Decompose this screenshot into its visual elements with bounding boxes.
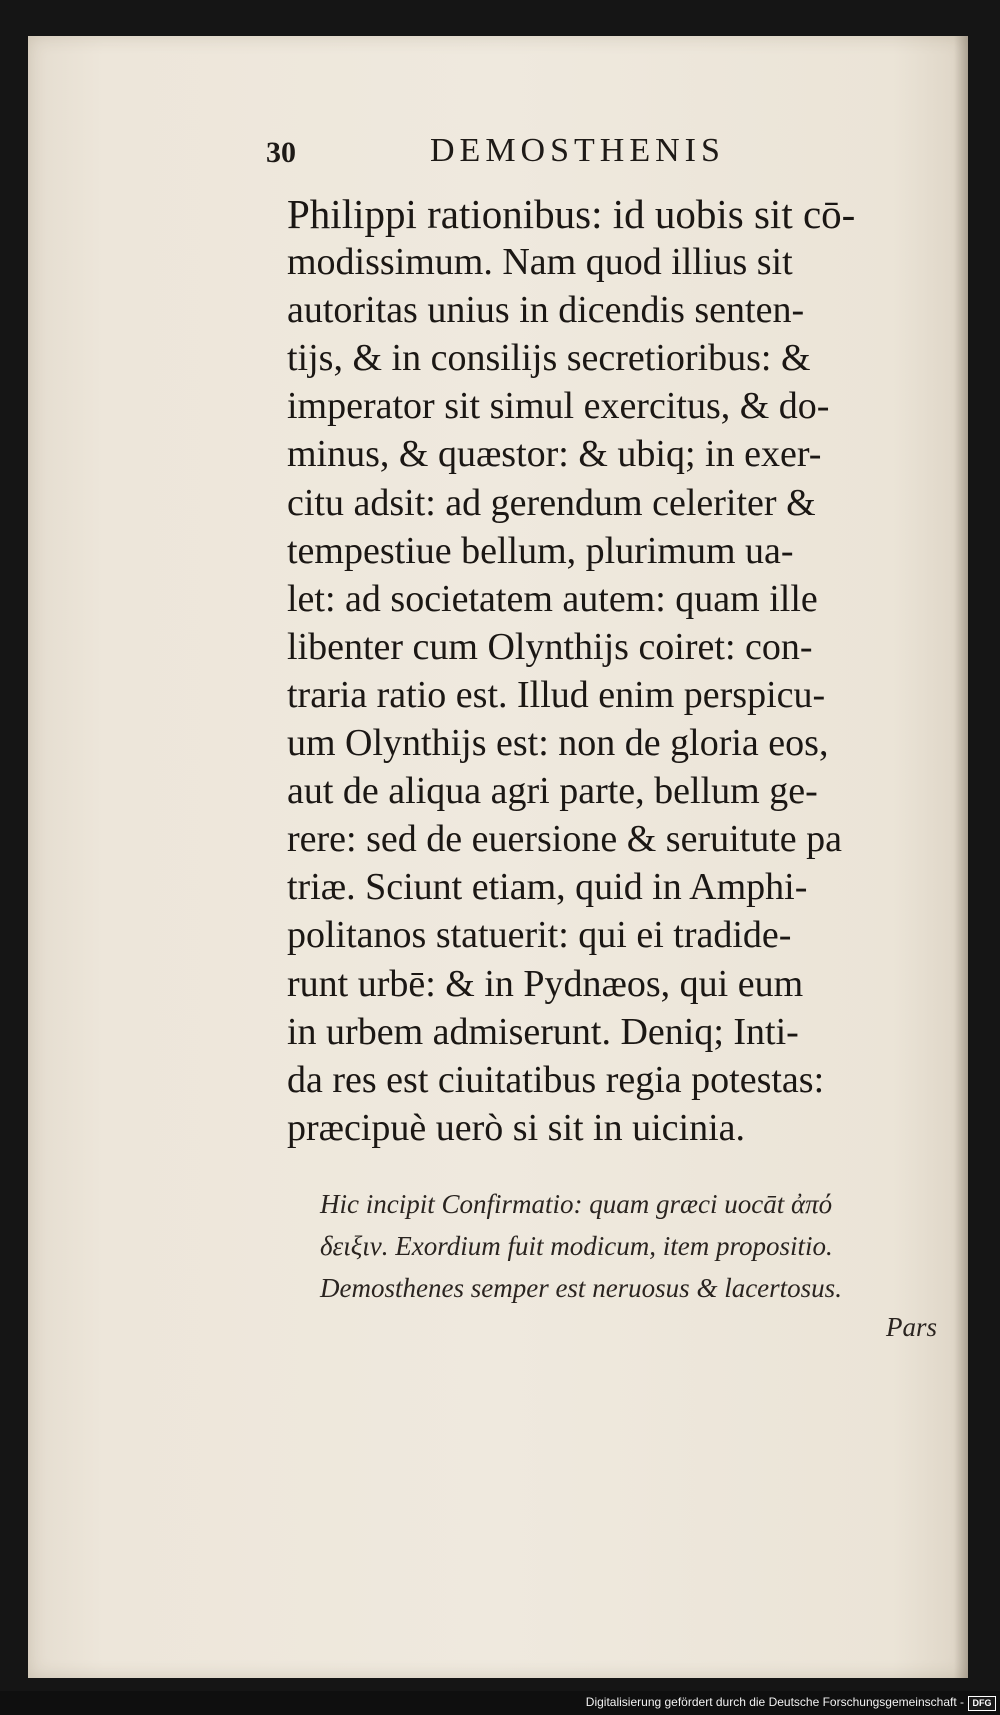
running-title: DEMOSTHENIS	[430, 132, 725, 169]
text-line: in urbem admiserunt. Deniq; Inti-	[287, 1010, 799, 1053]
text-line: um Olynthijs est: non de gloria eos,	[287, 722, 829, 765]
annotation-line: Hic incipit Confirmatio: quam græci uocāt ἀπό	[320, 1189, 833, 1219]
running-head	[266, 132, 786, 172]
text-line: citu adsit: ad gerendum celeriter &	[287, 481, 816, 524]
text-line: tijs, & in consilijs secretioribus: &	[287, 337, 811, 380]
text-line: autoritas unius in dicendis senten-	[287, 289, 805, 332]
text-line: rere: sed de euersione & seruitute pa	[287, 818, 842, 861]
text-line: triæ. Sciunt etiam, quid in Amphi-	[287, 866, 808, 909]
text-line: præcipuè uerò si sit in uicinia.	[287, 1106, 746, 1149]
catchword: Pars	[886, 1312, 938, 1342]
annotation-line: δειξιν. Exordium fuit modicum, item propositio.	[320, 1231, 833, 1261]
body-text	[287, 190, 927, 1152]
footer-credit: Digitalisierung gefördert durch die Deutsche Forschungsgemeinschaft -	[585, 1695, 964, 1709]
annotation-line: Demosthenes semper est neruosus & lacertosus.	[320, 1273, 842, 1303]
digitization-footer	[0, 1691, 1000, 1715]
text-line: tempestiue bellum, plurimum ua-	[287, 529, 794, 572]
text-line: runt urbē: & in Pydnæos, qui eum	[287, 962, 804, 1005]
text-line: minus, & quæstor: & ubiq; in exer-	[287, 433, 822, 476]
text-line: imperator sit simul exercitus, & do-	[287, 385, 830, 428]
text-line: modissimum. Nam quod illius sit	[287, 241, 793, 284]
text-line: da res est ciuitatibus regia potestas:	[287, 1058, 825, 1101]
marginal-annotation	[320, 1183, 920, 1309]
text-line: traria ratio est. Illud enim perspicu-	[287, 673, 826, 716]
text-line: libenter cum Olynthijs coiret: con-	[287, 625, 813, 668]
page-edge-shadow	[954, 36, 968, 1678]
page-number: 30	[266, 136, 296, 169]
text-line: Philippi rationibus: id uobis sit cō-	[287, 191, 856, 237]
text-line: politanos statuerit: qui ei tradide-	[287, 914, 792, 957]
dfg-logo-icon: DFG	[968, 1696, 996, 1711]
text-line: aut de aliqua agri parte, bellum ge-	[287, 770, 818, 813]
text-line: let: ad societatem autem: quam ille	[287, 577, 818, 620]
